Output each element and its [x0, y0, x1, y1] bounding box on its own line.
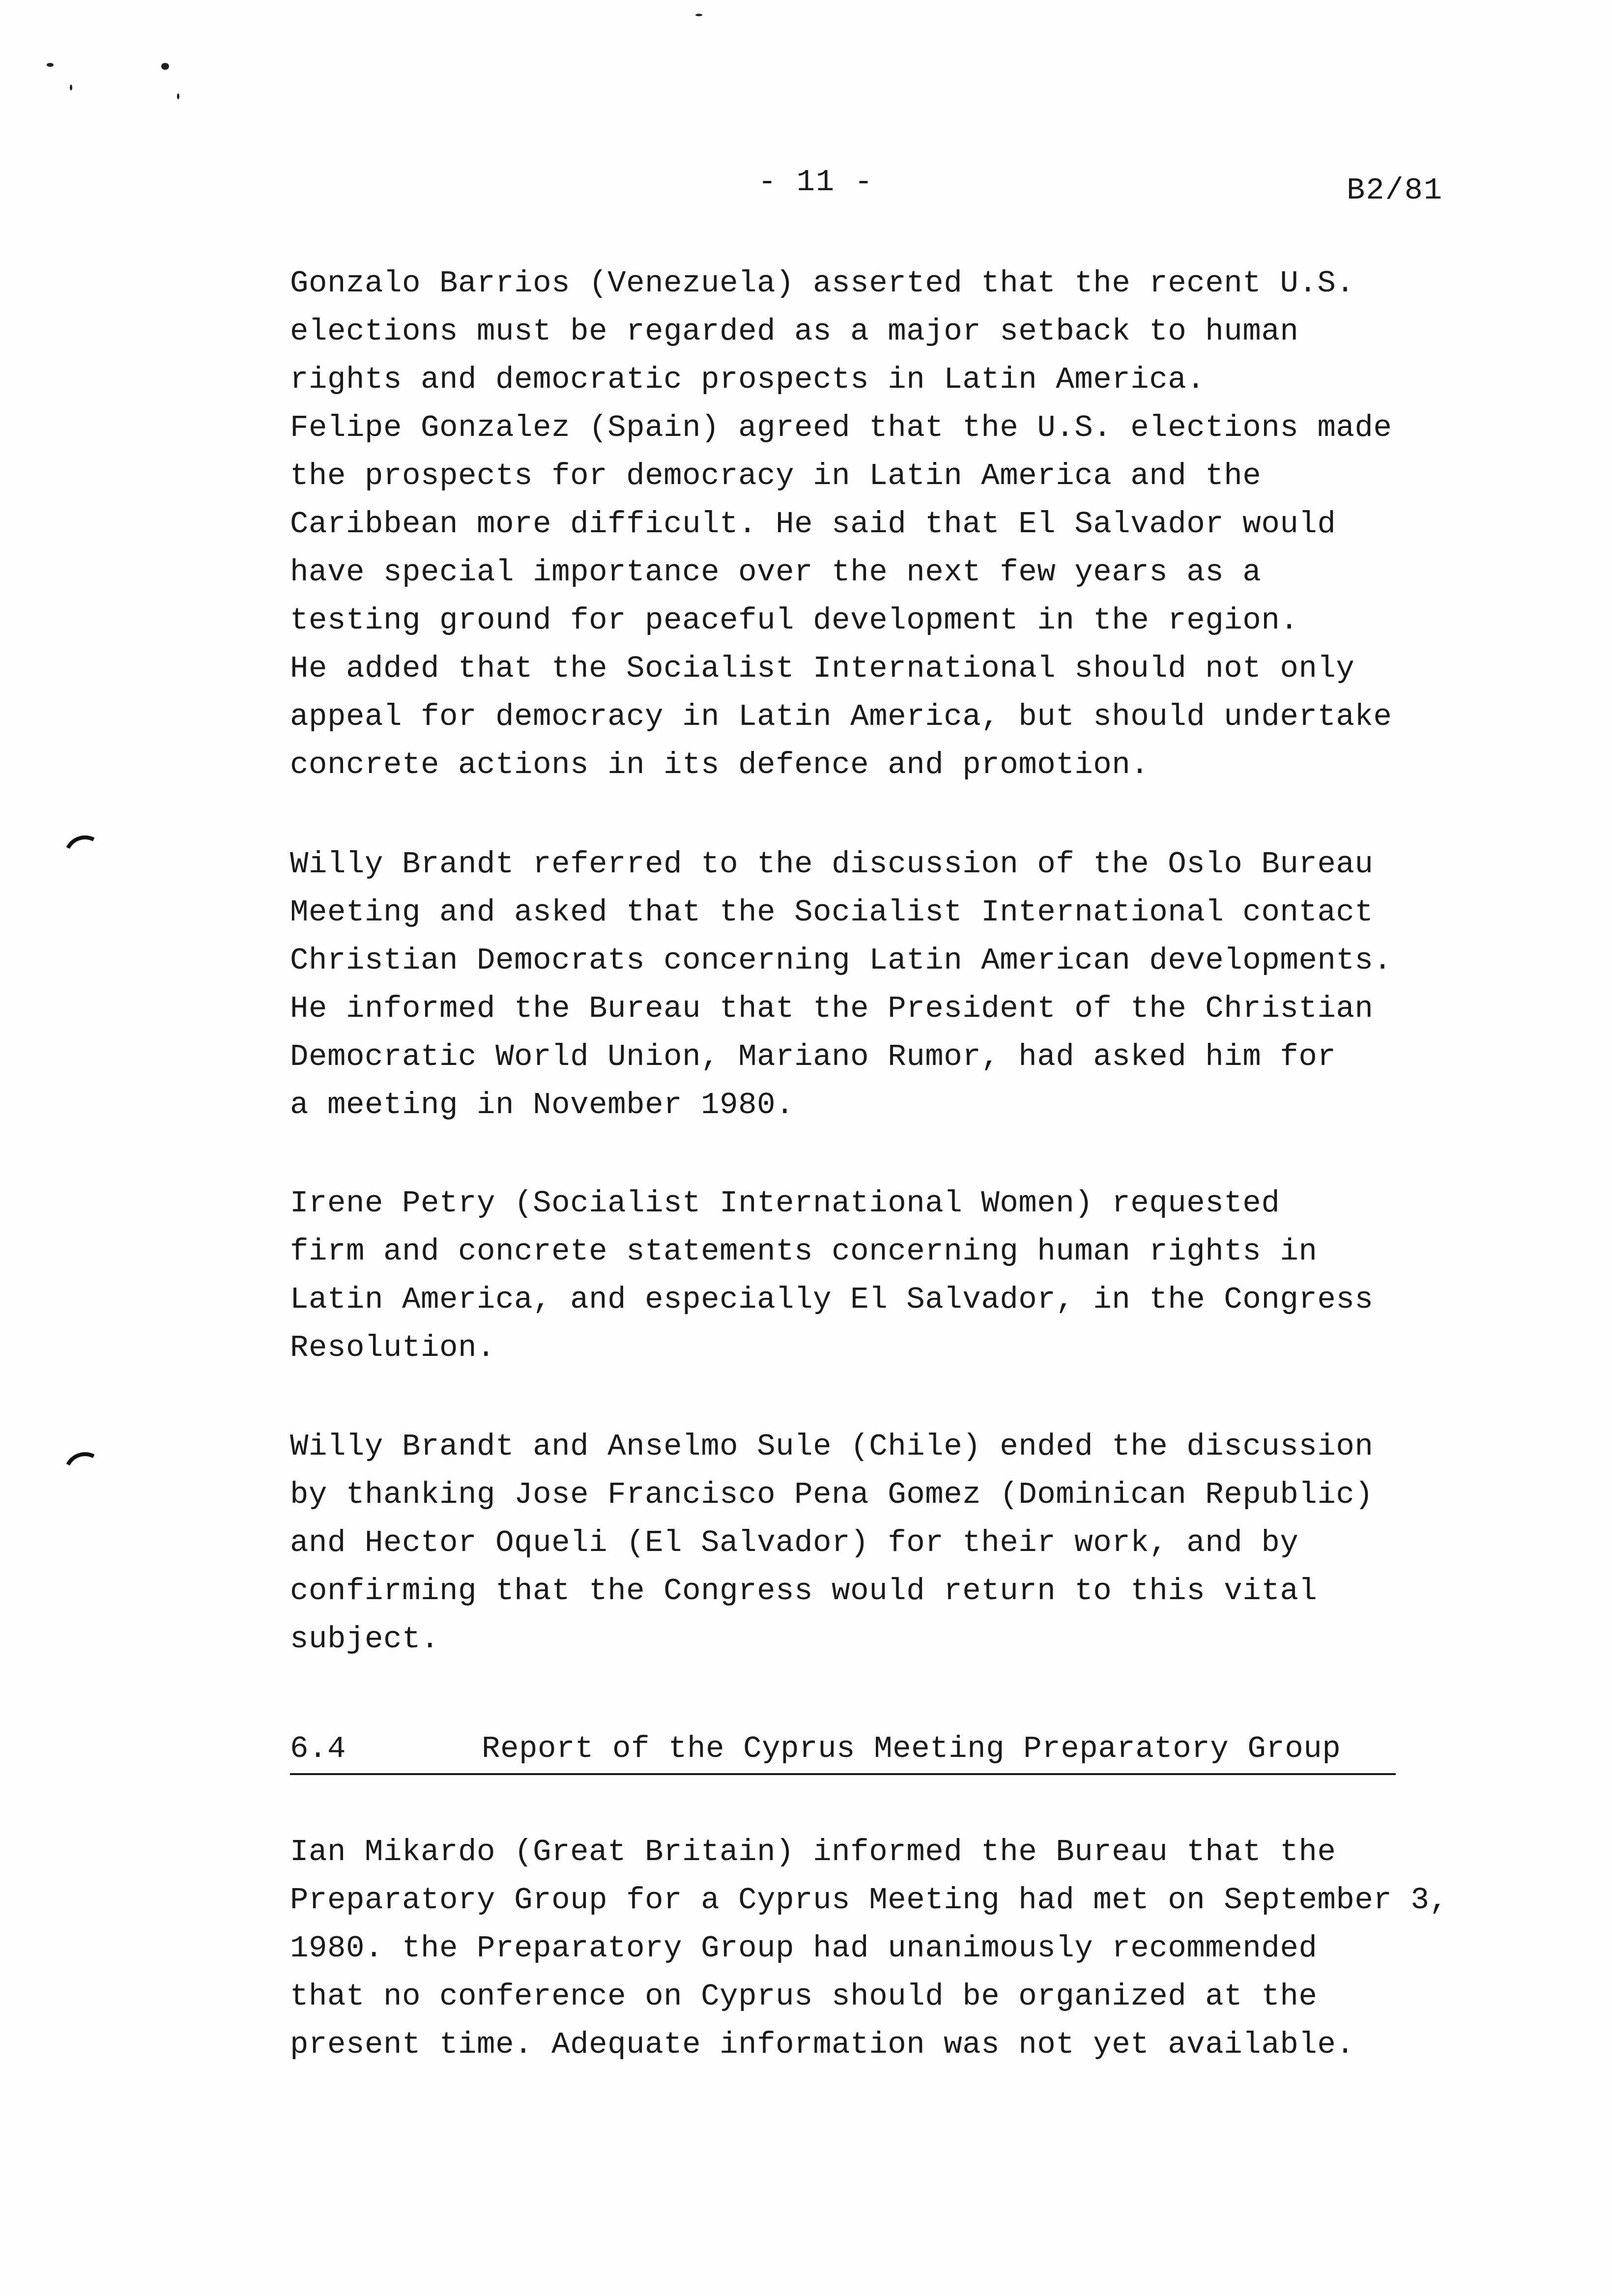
document-reference: B2/81 — [1347, 173, 1443, 208]
section-heading — [290, 1725, 1396, 1775]
page-number: - 11 - — [758, 165, 874, 200]
paragraph-petry: Irene Petry (Socialist International Women) requested firm and concrete statements concerning human rights in Latin America, and especially El Salvador, in the Congress Resolution. — [290, 1186, 1374, 1365]
punch-hole-mark — [58, 830, 112, 883]
scan-speck — [47, 63, 54, 67]
scan-speck — [70, 85, 72, 90]
section-number: 6.4 — [290, 1731, 346, 1766]
section-title: Report of the Cyprus Meeting Preparatory Group — [482, 1731, 1341, 1766]
scan-speck — [177, 93, 179, 99]
scan-speck — [695, 14, 702, 16]
punch-hole-mark — [58, 1447, 112, 1500]
paragraph-brandt-christian-democrats: Willy Brandt referred to the discussion of the Oslo Bureau Meeting and asked that the Socialist International contact Christian Democrats concerning Latin American developments. He informed the Bureau that the President of the Christian Democratic World Union, Mariano Rumor, had asked him for a meeting in November 1980. — [290, 847, 1392, 1122]
paragraph-barrios-gonzalez: Gonzalo Barrios (Venezuela) asserted that the recent U.S. elections must be regarded as a major setback to human rights and democratic prospects in Latin America. Felipe Gonzalez (Spain) agreed that the U.S. elections made the prospects for democracy in Latin America and the Caribbean more difficult. He said that El Salvador would have special importance over the next few years as a testing ground for peaceful development in the region. He added that the Socialist International should not only appeal for democracy in Latin America, but should undertake concrete actions in its defence and promotion. — [290, 266, 1392, 782]
scan-speck — [161, 63, 169, 70]
paragraph-brandt-sule: Willy Brandt and Anselmo Sule (Chile) ended the discussion by thanking Jose Francisco Pena Gomez (Dominican Republic) and Hector Oqueli (El Salvador) for their work, and by confirming that the Congress would return to this vital subject. — [290, 1429, 1374, 1657]
paragraph-mikardo: Ian Mikardo (Great Britain) informed the Bureau that the Preparatory Group for a Cyprus Meeting had met on September 3, 1980. the Preparatory Group had unanimously recommended that no conference on Cyprus should be organized at the present time. Adequate information was not yet available. — [290, 1835, 1448, 2062]
